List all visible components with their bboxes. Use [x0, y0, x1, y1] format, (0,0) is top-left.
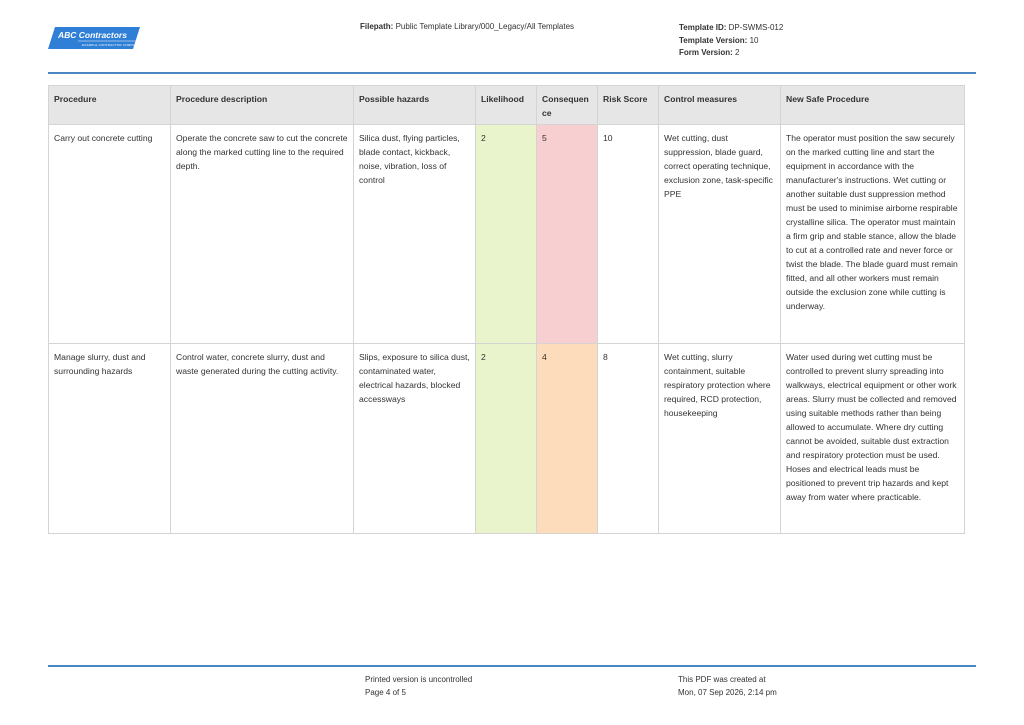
cell-control-measures: Wet cutting, dust suppression, blade guard, correct operating technique, exclusion zone, task-specific PPE [659, 125, 781, 344]
cell-risk-score: 10 [598, 125, 659, 344]
cell-likelihood: 2 [476, 125, 537, 344]
cell-new-safe-procedure: The operator must position the saw securely on the marked cutting line and start the equipment in accordance with the manufacturer's instructions. Wet cutting or another suitable dust suppression method must be used to minimise airborne respirable crystalline silica. The operator must maintain a firm grip and stable stance, allow the blade to cut at a controlled rate and never force or twist the blade. The blade guard must remain fitted, and all other workers must remain outside the exclusion zone while cutting is underway. [781, 125, 965, 344]
template-id [679, 22, 783, 35]
header-control-measures: Control measures [659, 86, 781, 125]
created-timestamp: Mon, 07 Sep 2026, 2:14 pm [678, 687, 777, 697]
table-row [49, 125, 965, 344]
cell-control-measures: Wet cutting, slurry containment, suitable respiratory protection where required, RCD protection, housekeeping [659, 344, 781, 534]
template-version-value: 10 [749, 35, 759, 45]
cell-possible-hazards: Silica dust, flying particles, blade contact, kickback, noise, vibration, loss of control [354, 125, 476, 344]
template-version-label: Template Version: [679, 35, 748, 45]
form-version [679, 47, 783, 60]
header-procedure-description: Procedure description [171, 86, 354, 125]
cell-procedure-description: Operate the concrete saw to cut the concrete along the marked cutting line to the required depth. [171, 125, 354, 344]
swms-table [48, 85, 965, 534]
table-row [49, 344, 965, 534]
created-label: This PDF was created at [678, 675, 766, 684]
cell-likelihood: 2 [476, 344, 537, 534]
header-divider [48, 72, 976, 74]
template-meta [679, 22, 783, 60]
cell-new-safe-procedure: Water used during wet cutting must be controlled to prevent slurry spreading into walkways, electrical equipment or other work areas. Slurry must be collected and removed using suitable methods rather than being allowed to accumulate. Where dry cutting cannot be avoided, suitable dust extraction and respiratory protection must be used. Hoses and electrical leads must be positioned to prevent trip hazards and kept away from water where practicable. [781, 344, 965, 534]
table-header-row [49, 86, 965, 125]
footer-divider [48, 665, 976, 667]
uncontrolled-notice: Printed version is uncontrolled [365, 675, 473, 684]
template-id-value: DP-SWMS-012 [728, 23, 784, 32]
company-logo [48, 26, 140, 50]
header-risk-score: Risk Score [598, 86, 659, 125]
header-new-safe-procedure: New Safe Procedure [781, 86, 965, 125]
template-version [679, 35, 783, 48]
form-version-value: 2 [735, 48, 740, 57]
header-consequence: Consequence [537, 86, 598, 125]
page-number: Page 4 of 5 [365, 687, 406, 697]
header-procedure: Procedure [49, 86, 171, 125]
footer-left [365, 674, 472, 699]
logo-subtitle: EXAMPLE CONTRACTOR COMPANY [82, 42, 140, 47]
cell-risk-score: 8 [598, 344, 659, 534]
cell-procedure: Manage slurry, dust and surrounding hazards [49, 344, 171, 534]
cell-consequence: 5 [537, 125, 598, 344]
cell-possible-hazards: Slips, exposure to silica dust, contaminated water, electrical hazards, blocked accessways [354, 344, 476, 534]
header-possible-hazards: Possible hazards [354, 86, 476, 125]
filepath [360, 22, 574, 31]
cell-consequence: 4 [537, 344, 598, 534]
cell-procedure-description: Control water, concrete slurry, dust and waste generated during the cutting activity. [171, 344, 354, 534]
footer-right [678, 674, 777, 699]
cell-procedure: Carry out concrete cutting [49, 125, 171, 344]
filepath-label: Filepath: [360, 22, 394, 31]
header-likelihood: Likelihood [476, 86, 537, 125]
form-version-label: Form Version: [679, 48, 733, 57]
filepath-value: Public Template Library/000_Legacy/All Templates [395, 22, 575, 31]
template-id-label: Template ID: [679, 23, 727, 32]
logo-title: ABC Contractors [58, 30, 127, 40]
